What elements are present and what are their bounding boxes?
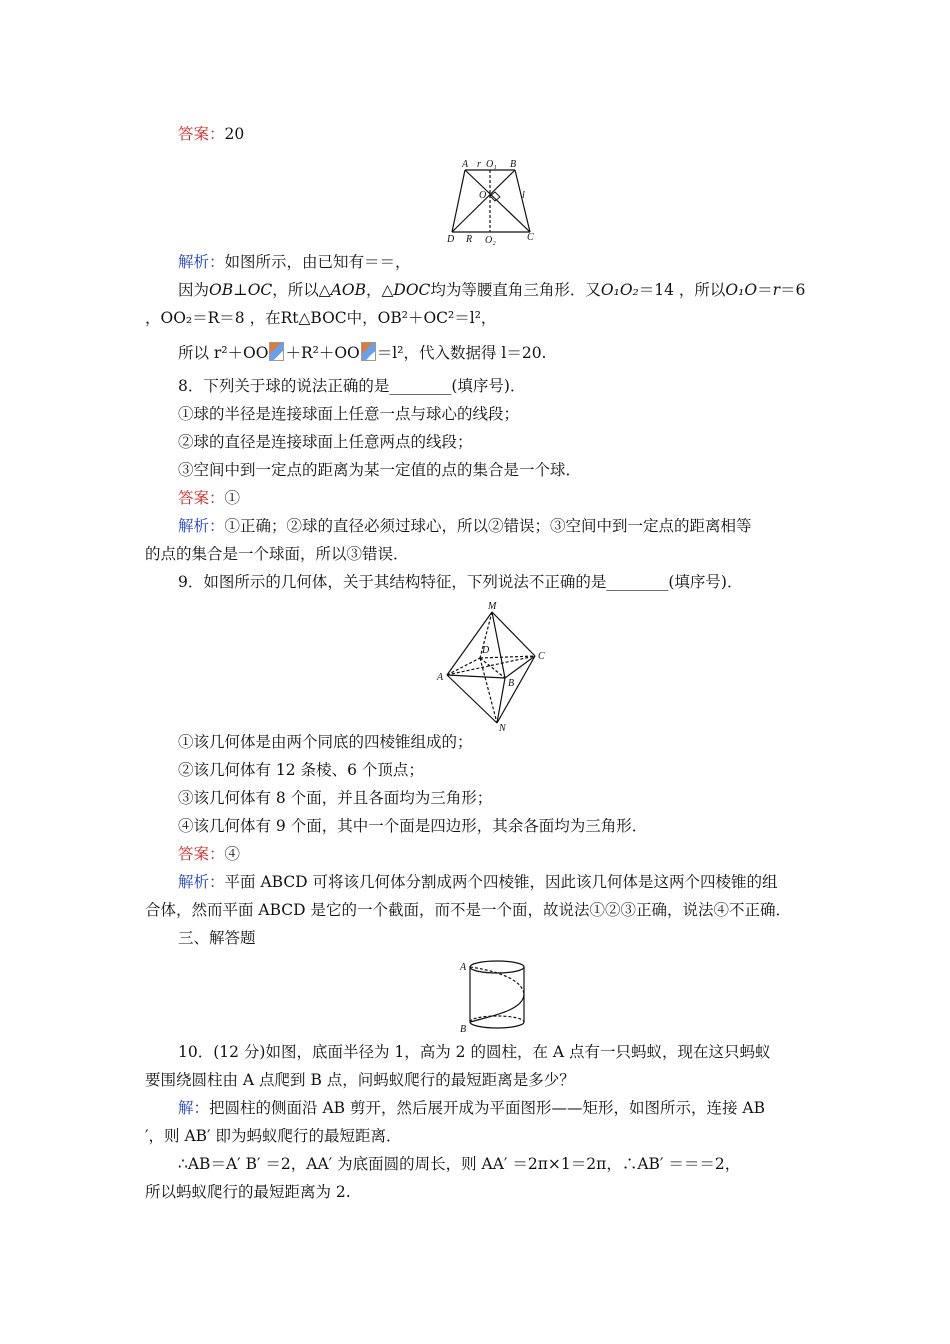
text: 把圆柱的侧面沿 AB 剪开，然后展开成为平面图形——矩形，如图所示，连接 AB xyxy=(209,1099,765,1117)
text: ＝6 xyxy=(780,281,806,299)
q7-line4 xyxy=(178,342,547,363)
text: O₁O xyxy=(725,281,758,299)
cylinder-figure xyxy=(452,956,532,1036)
fig-label-A: A xyxy=(460,962,467,973)
text: ＝ xyxy=(757,281,773,299)
q9-stem: 9．如图所示的几何体，关于其结构特征，下列说法不正确的是________(填序号)． xyxy=(178,573,743,591)
text: ①正确；②球的直径必须过球心，所以②错误；③空间中到一定点的距离相等 xyxy=(224,517,752,535)
text: ＋R²＋OO xyxy=(285,344,360,362)
q9-option-4: ④该几何体有 9 个面，其中一个面是四边形，其余各面均为三角形． xyxy=(178,817,648,835)
fig-label-r: r xyxy=(477,159,481,170)
q8-analysis-1 xyxy=(178,516,752,536)
q8-stem: 8．下列关于球的说法正确的是________(填序号)． xyxy=(178,377,526,395)
text: 均为等腰直角三角形．又 xyxy=(430,281,601,299)
analysis-text: 如图所示，由已知有＝＝， xyxy=(224,253,411,271)
fig-label-B: B xyxy=(510,159,517,170)
analysis-label: 解析： xyxy=(178,873,225,891)
q9-option-1: ①该几何体是由两个同底的四棱锥组成的； xyxy=(178,733,473,751)
text: ＝l²，代入数据得 l＝20. xyxy=(376,344,547,362)
text: O₁O₂ xyxy=(600,281,639,299)
fig-label-D: D xyxy=(447,234,455,245)
answer-value: 20 xyxy=(224,125,245,143)
q10-solution-1 xyxy=(178,1098,765,1118)
q8-option-2: ②球的直径是连接球面上任意两点的线段； xyxy=(178,433,473,451)
q9-analysis-2: 合体，然而平面 ABCD 是它的一个截面，而不是一个面，故说法①②③正确，说法④不正确． xyxy=(145,901,792,919)
answer-value: ① xyxy=(224,489,241,507)
image-placeholder-icon xyxy=(361,342,376,361)
fig-label-A: A xyxy=(462,159,469,170)
text: 因为 xyxy=(178,281,210,299)
q7-line3: ，OO₂＝R＝8 ，在Rt△BOC中，OB²＋OC²＝l²， xyxy=(145,309,497,327)
analysis-label: 解析： xyxy=(178,253,225,271)
fig-label-O1: O₁ xyxy=(486,159,497,170)
solution-label: 解： xyxy=(178,1099,210,1117)
q9-option-2: ②该几何体有 12 条棱、6 个顶点； xyxy=(178,761,424,779)
q7-answer xyxy=(178,124,244,144)
image-placeholder-icon xyxy=(269,342,284,361)
fig-label-C: C xyxy=(538,651,545,662)
answer-value: ④ xyxy=(224,845,241,863)
q7-analysis xyxy=(178,252,411,272)
fig-label-O2: O₂ xyxy=(485,235,496,246)
fig-label-M: M xyxy=(488,601,497,612)
answer-label: 答案： xyxy=(178,125,225,143)
text: OB⊥OC xyxy=(209,281,273,299)
q8-answer xyxy=(178,488,240,508)
text: 平面 ABCD 可将该几何体分割成两个四棱锥，因此该几何体是这两个四棱锥的组 xyxy=(224,873,778,891)
fig-label-B: B xyxy=(460,1024,467,1035)
q8-option-3: ③空间中到一定点的距离为某一定值的点的集合是一个球． xyxy=(178,461,582,479)
text: 所以 r²＋OO xyxy=(178,344,269,362)
text: DOC xyxy=(393,281,431,299)
text: r xyxy=(772,281,780,299)
analysis-label: 解析： xyxy=(178,517,225,535)
fig-label-O: O xyxy=(479,190,487,201)
text: ＝14 ，所以 xyxy=(638,281,726,299)
q10-solution-3: ∴AB＝A′ B′ ＝2，AA′ 为底面圆的周长，则 AA′ ＝2π×1＝2π，∴AB′ ＝＝＝2， xyxy=(178,1155,741,1173)
q7-line2 xyxy=(178,280,805,300)
q8-option-1: ①球的半径是连接球面上任意一点与球心的线段； xyxy=(178,405,520,423)
text: ，△ xyxy=(365,281,394,299)
q9-answer xyxy=(178,844,240,864)
trapezoid-figure xyxy=(440,156,540,246)
fig-label-B: B xyxy=(508,678,515,689)
q8-analysis-2: 的点的集合是一个球面，所以③错误． xyxy=(145,545,409,563)
q9-option-3: ③该几何体有 8 个面，并且各面均为三角形； xyxy=(178,789,493,807)
fig-label-C: C xyxy=(527,232,534,243)
fig-label-D: D xyxy=(482,645,490,656)
text: AOB xyxy=(330,281,366,299)
octahedron-figure xyxy=(432,600,557,732)
answer-label: 答案： xyxy=(178,845,225,863)
fig-label-l: l xyxy=(522,190,525,201)
q10-stem-2: 要围绕圆柱由 A 点爬到 B 点，问蚂蚁爬行的最短距离是多少？ xyxy=(145,1071,575,1089)
text: ，所以△ xyxy=(272,281,331,299)
fig-label-R: R xyxy=(466,234,473,245)
fig-label-A: A xyxy=(437,672,444,683)
fig-label-N: N xyxy=(499,723,506,732)
q9-analysis-1 xyxy=(178,872,778,892)
q10-stem-1: 10．(12 分)如图，底面半径为 1，高为 2 的圆柱，在 A 点有一只蚂蚁，现在这只蚂蚁 xyxy=(178,1043,771,1061)
q10-solution-2: ′，则 AB′ 即为蚂蚁爬行的最短距离． xyxy=(145,1127,402,1145)
q10-solution-4: 所以蚂蚁爬行的最短距离为 2. xyxy=(145,1183,351,1201)
section-heading: 三、解答题 xyxy=(178,929,256,947)
answer-label: 答案： xyxy=(178,489,225,507)
